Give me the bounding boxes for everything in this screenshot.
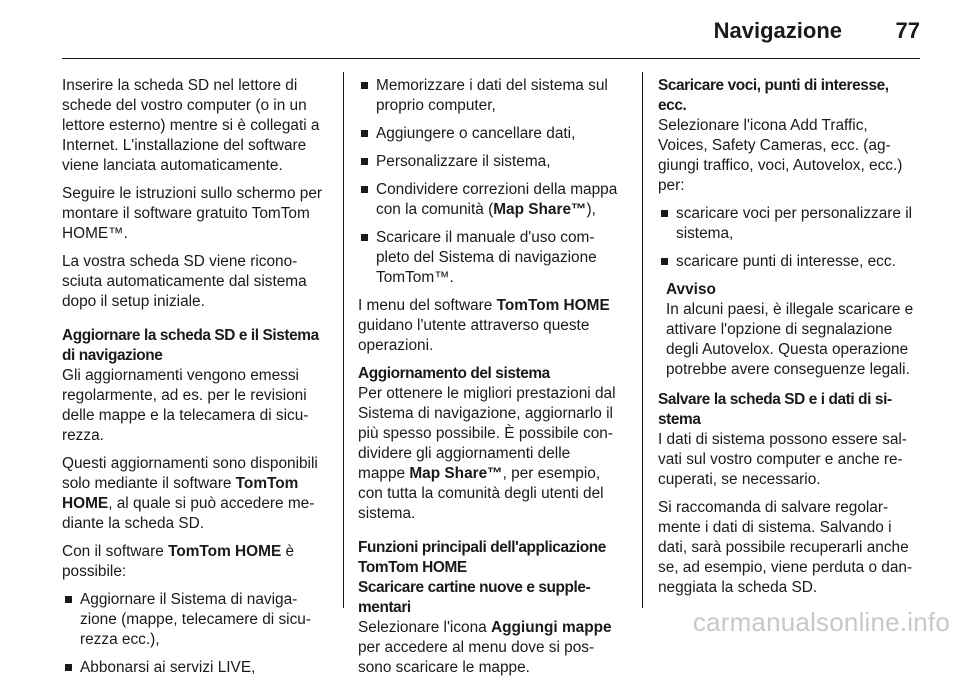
paragraph: Selezionare l'icona Aggiungi mappe per accedere al menu dove si pos-sono scaricare le mappe. [358, 619, 612, 676]
paragraph: I dati di sistema possono essere sal-vati sul vostro computer e anche re-cuperati, se necessario. [658, 431, 907, 488]
section-heading: Aggiornare la scheda SD e il Sistema di navigazione [62, 327, 319, 364]
watermark: carmanualsonline.info [692, 607, 950, 637]
bullet-icon [661, 210, 668, 217]
paragraph: La vostra scheda SD viene ricono-sciuta automaticamente dal sistema dopo il setup iniziale. [62, 253, 307, 310]
bullet-icon [65, 664, 72, 671]
note-title: Avviso [666, 281, 716, 298]
paragraph: Gli aggiornamenti vengono emessi regolarmente, ad es. per le revisioni delle mappe e la telecamera di sicu-rezza. [62, 367, 309, 444]
paragraph: Si raccomanda di salvare regolar-mente i dati di sistema. Salvando i dati, sarà possibile recuperarli anche se, ad esempio, viene perduta o dan-neggiata la scheda SD. [658, 499, 913, 596]
paragraph: I menu del software TomTom HOME guidano l'utente attraverso queste operazioni. [358, 297, 610, 354]
paragraph: Con il software TomTom HOME è possibile: [62, 543, 295, 580]
section-heading: Aggiornamento del sistema [358, 365, 550, 382]
list-item: Aggiungere o cancellare dati, [358, 124, 620, 144]
bullet-icon [661, 258, 668, 265]
bullet-icon [361, 82, 368, 89]
subsection-heading: Scaricare cartine nuove e supple-mentari [358, 579, 591, 616]
page-header [0, 0, 960, 58]
column-3 [658, 76, 920, 606]
list-item: scaricare punti di interesse, ecc. [658, 252, 920, 272]
page-number: 77 [895, 18, 920, 43]
page-title: Navigazione [713, 18, 842, 43]
bullet-icon [361, 186, 368, 193]
column-divider-1 [343, 72, 344, 608]
subsection-heading: Scaricare voci, punti di interesse, ecc. [658, 77, 889, 114]
note-text: In alcuni paesi, è illegale scaricare e attivare l'opzione di segnalazione degli Autovelox. Questa operazione potrebbe avere conseguenze legali. [666, 301, 914, 378]
column-2 [358, 76, 620, 686]
paragraph: Seguire le istruzioni sullo schermo per montare il software gratuito TomTom HOME™. [62, 185, 323, 242]
paragraph: Per ottenere le migliori prestazioni dal Sistema di navigazione, aggiornarlo il più spesso possibile. È possibile con-dividere gli aggiornamenti delle mappe Map Share™, per esempio, con tutta la comunità degli utenti del sistema. [358, 385, 616, 522]
header-divider [62, 58, 920, 59]
paragraph: Questi aggiornamenti sono disponibili solo mediante il software TomTom HOME, al quale si può accedere me-diante la scheda SD. [62, 455, 318, 532]
list-item: Condividere correzioni della mappa con la comunità (Map Share™), [358, 180, 620, 220]
bullet-icon [361, 158, 368, 165]
bullet-icon [361, 234, 368, 241]
list-item: Aggiornare il Sistema di naviga-zione (mappe, telecamere di sicu-rezza ecc.), [62, 590, 324, 650]
warning-note [658, 280, 920, 380]
list-item: scaricare voci per personalizzare il sistema, [658, 204, 920, 244]
list-item: Personalizzare il sistema, [358, 152, 620, 172]
bullet-icon [65, 596, 72, 603]
section-heading: Funzioni principali dell'applicazione TomTom HOME [358, 539, 606, 576]
paragraph: Inserire la scheda SD nel lettore di schede del vostro computer (o in un lettore esterno) mentre si è collegati a Internet. L'installazione del software viene lanciata automaticamente. [62, 77, 320, 174]
bullet-icon [361, 130, 368, 137]
column-divider-2 [642, 72, 643, 608]
list-item: Scaricare il manuale d'uso com-pleto del Sistema di navigazione TomTom™. [358, 228, 620, 288]
column-1 [62, 76, 324, 686]
section-heading: Salvare la scheda SD e i dati di si-stema [658, 391, 892, 428]
paragraph: Selezionare l'icona Add Traffic, Voices, Safety Cameras, ecc. (ag-giungi traffico, voci, Autovelox, ecc.) per: [658, 117, 903, 194]
list-item: Memorizzare i dati del sistema sul proprio computer, [358, 76, 620, 116]
list-item: Abbonarsi ai servizi LIVE, [62, 658, 324, 678]
